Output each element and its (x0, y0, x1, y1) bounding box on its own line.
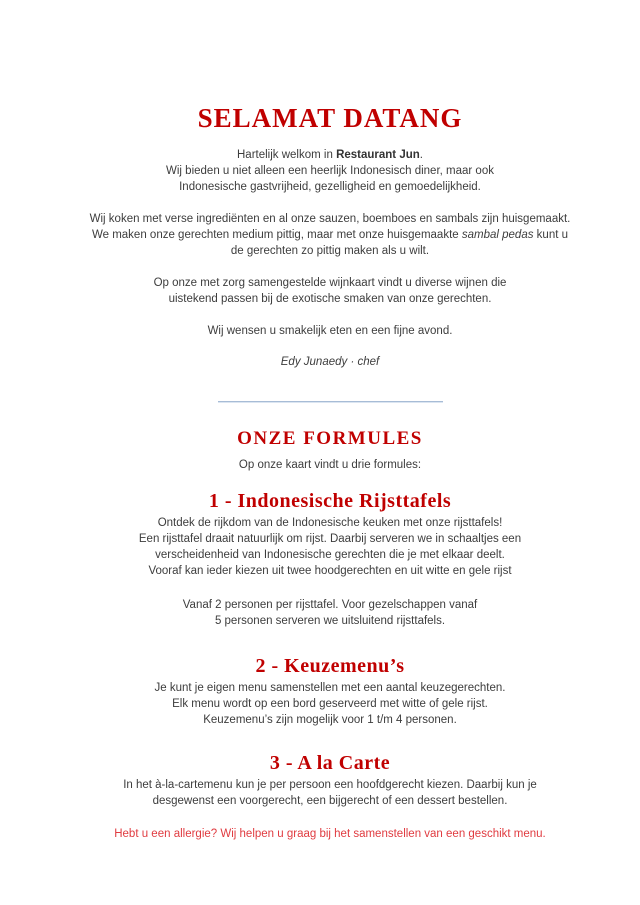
wish-line: Wij wensen u smakelijk eten en een fijne avond. (207, 325, 453, 337)
restaurant-name: Restaurant Jun (336, 149, 420, 161)
intro-line-1-prefix: Hartelijk welkom in (237, 149, 337, 161)
wish-paragraph (22, 323, 638, 339)
rijsttafels-line-1: Ontdek de rijkdom van de Indonesische keuken met onze rijsttafels! (157, 517, 503, 529)
alacarte-line-2: desgewenst een voorgerecht, een bijgerecht of een dessert bestellen. (152, 795, 508, 807)
rijsttafels-paragraph-2 (22, 597, 638, 629)
intro-paragraph (22, 147, 638, 195)
alacarte-line-1: In het à-la-cartemenu kun je per persoon een hoofdgerecht kiezen. Daarbij kun je (123, 779, 537, 791)
sambal-pedas-term: sambal pedas (461, 229, 534, 241)
rijsttafels-persons-line-2: 5 personen serveren we uitsluitend rijsttafels. (214, 615, 446, 627)
section-heading-keuzemenus: 2 - Keuzemenu’s (255, 655, 405, 677)
rijsttafels-paragraph-1 (22, 515, 638, 579)
section-heading-alacarte: 3 - A la Carte (269, 752, 391, 774)
section-heading-rijsttafels: 1 - Indonesische Rijsttafels (208, 490, 452, 512)
section-divider (218, 401, 443, 403)
chef-signature (22, 354, 638, 370)
allergy-notice-line: Hebt u een allergie? Wij helpen u graag bij het samenstellen van een geschikt menu. (114, 828, 546, 840)
wine-line-1: Op onze met zorg samengestelde wijnkaart vindt u diverse wijnen die (153, 277, 507, 289)
intro-line-2: Wij bieden u niet alleen een heerlijk Indonesisch diner, maar ook (166, 165, 494, 177)
keuzemenus-line-2: Elk menu wordt op een bord geserveerd met witte of gele rijst. (172, 698, 488, 710)
intro-line-1-suffix: . (419, 149, 423, 161)
keuzemenus-line-1: Je kunt je eigen menu samenstellen met een aantal keuzegerechten. (154, 682, 506, 694)
cooking-line-1: Wij koken met verse ingrediënten en al onze sauzen, boemboes en sambals zijn huisgemaakt. (89, 213, 571, 225)
rijsttafels-line-3: verscheidenheid van Indonesische gerechten die je met elkaar deelt. (155, 549, 505, 561)
formules-title: ONZE FORMULES (237, 428, 423, 449)
allergy-notice (22, 826, 638, 842)
intro-line-3: Indonesische gastvrijheid, gezelligheid en gemoedelijkheid. (179, 181, 481, 193)
rijsttafels-line-4: Vooraf kan ieder kiezen uit twee hoodgerechten en uit witte en gele rijst (148, 565, 512, 577)
cooking-paragraph (22, 211, 638, 259)
keuzemenus-line-3: Keuzemenu’s zijn mogelijk voor 1 t/m 4 personen. (203, 714, 457, 726)
wine-line-2: uistekend passen bij de exotische smaken van onze gerechten. (168, 293, 492, 305)
page-title: SELAMAT DATANG (197, 103, 463, 133)
intro-line-1 (22, 147, 638, 163)
cooking-line-2-suffix: kunt u (533, 229, 569, 241)
rijsttafels-persons-line-1: Vanaf 2 personen per rijsttafel. Voor gezelschappen vanaf (182, 599, 478, 611)
cooking-line-2-prefix: We maken onze gerechten medium pittig, maar met onze huisgemaakte (91, 229, 462, 241)
rijsttafels-line-2: Een rijsttafel draait natuurlijk om rijst. Daarbij serveren we in schaaltjes een (138, 533, 522, 545)
keuzemenus-paragraph (22, 680, 638, 728)
cooking-line-2 (22, 227, 638, 243)
cooking-line-3: de gerechten zo pittig maken als u wilt. (230, 245, 430, 257)
alacarte-paragraph (22, 777, 638, 809)
formules-subtitle: Op onze kaart vindt u drie formules: (238, 459, 422, 471)
wine-paragraph (22, 275, 638, 307)
chef-signature-line: Edy Junaedy · chef (280, 356, 380, 368)
